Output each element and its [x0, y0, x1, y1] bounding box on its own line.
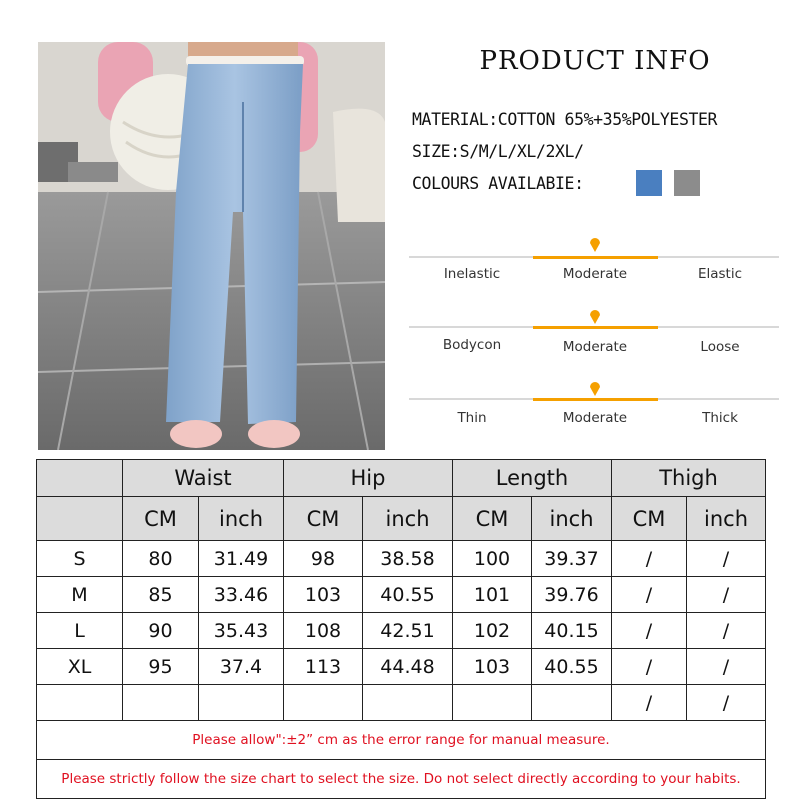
table-cell: /: [612, 541, 687, 577]
table-cell: /: [612, 577, 687, 613]
scale-active-segment: [533, 398, 658, 401]
size-label: M: [37, 577, 123, 613]
unit-header: CM: [123, 497, 199, 541]
scale-middle-label: Moderate: [562, 410, 628, 426]
table-cell: [284, 685, 363, 721]
table-cell: 42.51: [363, 613, 453, 649]
table-cell: 103: [284, 577, 363, 613]
unit-header-row: [37, 497, 766, 541]
table-cell: 85: [123, 577, 199, 613]
table-cell: /: [687, 577, 766, 613]
scale-right-label: Elastic: [697, 266, 743, 282]
table-cell: 38.58: [363, 541, 453, 577]
unit-header: inch: [532, 497, 612, 541]
table-cell: 101: [453, 577, 532, 613]
size-advice-note: Please strictly follow the size chart to select the size. Do not select directly according to your habits.: [37, 760, 766, 799]
table-cell: /: [612, 649, 687, 685]
table-cell: /: [687, 613, 766, 649]
scale-left-label: Bodycon: [442, 337, 502, 353]
table-cell: /: [687, 541, 766, 577]
table-cell: 40.55: [532, 649, 612, 685]
scale-active-segment: [533, 256, 658, 259]
table-cell: 33.46: [199, 577, 284, 613]
pin-icon: [589, 236, 601, 256]
unit-header: inch: [363, 497, 453, 541]
table-row: [37, 649, 766, 685]
product-photo: [38, 42, 385, 450]
size-text: SIZE:S/M/L/XL/2XL/: [412, 142, 584, 161]
waist-header: Waist: [123, 460, 284, 497]
size-label: L: [37, 613, 123, 649]
size-chart-table: [36, 459, 766, 799]
thigh-header: Thigh: [612, 460, 766, 497]
colours-label: COLOURS AVAILABIE:: [412, 174, 584, 193]
colour-swatch-grey: [674, 170, 700, 196]
unit-header: CM: [612, 497, 687, 541]
table-cell: 90: [123, 613, 199, 649]
scale-middle-label: Moderate: [562, 339, 628, 355]
note-row: [37, 721, 766, 760]
table-row: [37, 577, 766, 613]
table-cell: 103: [453, 649, 532, 685]
table-cell: [363, 685, 453, 721]
error-range-note: Please allow":±2” cm as the error range for manual measure.: [37, 721, 766, 760]
table-cell: [123, 685, 199, 721]
table-cell: [453, 685, 532, 721]
table-cell: [199, 685, 284, 721]
size-label: [37, 685, 123, 721]
hip-header: Hip: [284, 460, 453, 497]
scale-middle-label: Moderate: [562, 266, 628, 282]
corner-cell: [37, 497, 123, 541]
table-cell: 40.55: [363, 577, 453, 613]
size-label: S: [37, 541, 123, 577]
table-row: [37, 685, 766, 721]
unit-header: CM: [284, 497, 363, 541]
table-cell: 39.76: [532, 577, 612, 613]
size-label: XL: [37, 649, 123, 685]
table-cell: 37.4: [199, 649, 284, 685]
table-row: [37, 613, 766, 649]
table-row: [37, 541, 766, 577]
table-cell: /: [687, 685, 766, 721]
note-row: [37, 760, 766, 799]
table-cell: 100: [453, 541, 532, 577]
pin-icon: [589, 380, 601, 400]
table-cell: [532, 685, 612, 721]
table-cell: /: [612, 685, 687, 721]
length-header: Length: [453, 460, 612, 497]
scale-left-label: Thin: [457, 410, 487, 426]
scale-right-label: Thick: [702, 410, 738, 426]
table-cell: 108: [284, 613, 363, 649]
unit-header: inch: [687, 497, 766, 541]
table-cell: 40.15: [532, 613, 612, 649]
table-cell: 102: [453, 613, 532, 649]
table-cell: 98: [284, 541, 363, 577]
scale-left-label: Inelastic: [443, 266, 501, 282]
product-info-title: PRODUCT INFO: [479, 46, 711, 76]
colour-swatch-blue: [636, 170, 662, 196]
table-cell: 95: [123, 649, 199, 685]
table-cell: /: [612, 613, 687, 649]
unit-header: inch: [199, 497, 284, 541]
group-header-row: [37, 460, 766, 497]
table-cell: /: [687, 649, 766, 685]
table-cell: 35.43: [199, 613, 284, 649]
table-cell: 44.48: [363, 649, 453, 685]
table-cell: 113: [284, 649, 363, 685]
pin-icon: [589, 308, 601, 328]
table-cell: 80: [123, 541, 199, 577]
scale-right-label: Loose: [700, 339, 740, 355]
corner-cell: [37, 460, 123, 497]
unit-header: CM: [453, 497, 532, 541]
table-cell: 31.49: [199, 541, 284, 577]
scale-active-segment: [533, 326, 658, 329]
material-text: MATERIAL:COTTON 65%+35%POLYESTER: [412, 110, 718, 129]
table-cell: 39.37: [532, 541, 612, 577]
